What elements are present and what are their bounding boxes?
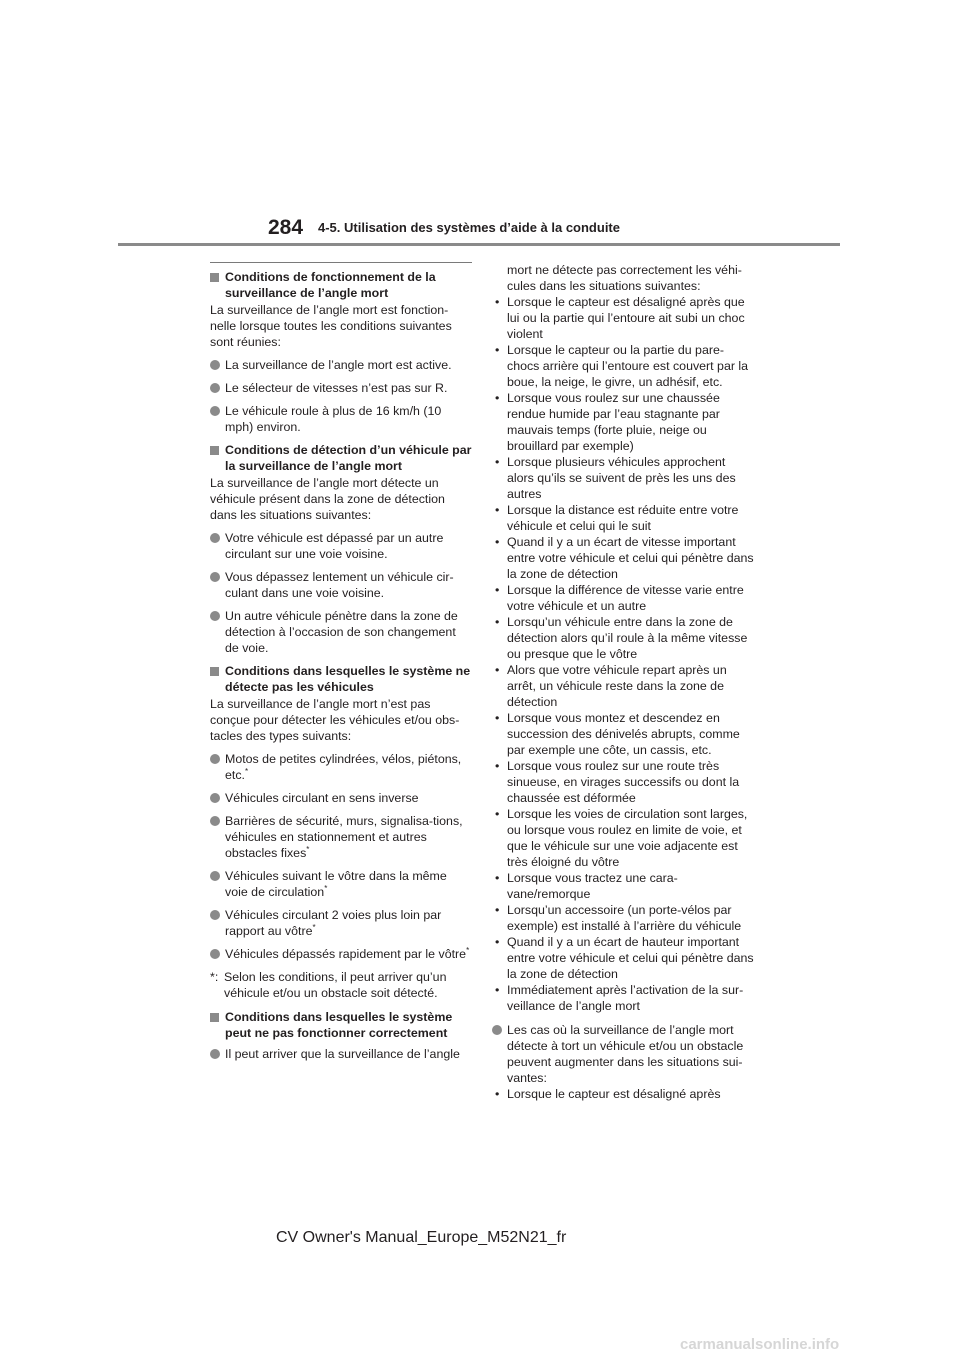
right-column [492, 262, 754, 1110]
heading-non-detection-conditions [210, 663, 472, 695]
bullet-text: Il peut arriver que la surveillance de l’angle [225, 1047, 460, 1061]
bullet-text: Véhicules dépassés rapidement par le vôtre [225, 947, 467, 961]
list-item [492, 1086, 754, 1102]
list-item-text: Lorsque vous tractez une cara-vane/remorque [507, 871, 678, 901]
paragraph: La surveillance de l’angle mort n’est pas conçue pour détecter les véhicules et/ou obs-tacles des types suivants: [210, 697, 460, 743]
round-bullet-icon [210, 406, 220, 416]
list-item [492, 662, 754, 710]
round-bullet-icon [210, 572, 220, 582]
footnote-mark: *: [210, 970, 219, 984]
dash-bullet-icon: • [495, 535, 500, 549]
square-bullet-icon [210, 1013, 219, 1022]
bullet-text: Votre véhicule est dépassé par un autre circulant sur une voie voisine. [225, 531, 444, 561]
bullet-text: Les cas où la surveillance de l’angle mort détecte à tort un véhicule et/ou un obstacle peuvent augmenter dans les situations sui-vantes: [507, 1023, 744, 1085]
bullet-text: Véhicules circulant en sens inverse [225, 791, 419, 805]
dash-bullet-icon: • [495, 391, 500, 405]
bullet-item [492, 1022, 754, 1086]
round-bullet-icon [210, 949, 220, 959]
round-bullet-icon [210, 1049, 220, 1059]
footnote-asterisk: * [466, 945, 470, 955]
list-item [492, 454, 754, 502]
list-item-text: Immédiatement après l’activation de la sur-veillance de l’angle mort [507, 983, 744, 1013]
list-item-text: Lorsque le capteur est désaligné après [507, 1087, 721, 1101]
list-item [492, 294, 754, 342]
dash-bullet-icon: • [495, 983, 500, 997]
paragraph: La surveillance de l’angle mort détecte un véhicule présent dans la zone de détection dans les situations suivantes: [210, 476, 445, 522]
bullet-item [210, 608, 472, 656]
dash-bullet-icon: • [495, 711, 500, 725]
round-bullet-icon [210, 754, 220, 764]
dash-bullet-icon: • [495, 1087, 500, 1101]
watermark: carmanualsonline.info [680, 1336, 840, 1353]
square-bullet-icon [210, 446, 219, 455]
page-number: 284 [268, 216, 304, 239]
footnote-text: Selon les conditions, il peut arriver qu’un véhicule et/ou un obstacle soit détecté. [224, 970, 447, 1000]
bullet-item [210, 868, 472, 900]
dash-bullet-icon: • [495, 871, 500, 885]
heading-detection-conditions [210, 442, 472, 474]
dash-bullet-icon: • [495, 295, 500, 309]
dash-bullet-icon: • [495, 903, 500, 917]
bullet-text: Véhicules circulant 2 voies plus loin par rapport au vôtre [225, 908, 442, 938]
round-bullet-icon [210, 816, 220, 826]
header-rule [118, 243, 840, 246]
bullet-item [210, 790, 472, 806]
dash-bullet-icon: • [495, 503, 500, 517]
paragraph: La surveillance de l’angle mort est fonction-nelle lorsque toutes les conditions suivantes sont réunies: [210, 303, 452, 349]
list-item-text: Lorsqu’un accessoire (un porte-vélos par exemple) est installé à l’arrière du véhicule [507, 903, 742, 933]
bullet-item [210, 907, 472, 939]
bullet-text: Vous dépassez lentement un véhicule cir-culant dans une voie voisine. [225, 570, 454, 600]
round-bullet-icon [210, 533, 220, 543]
list-item [492, 710, 754, 758]
list-item-text: Lorsque la distance est réduite entre votre véhicule et celui qui le suit [507, 503, 739, 533]
list-item [492, 342, 754, 390]
square-bullet-icon [210, 667, 219, 676]
round-bullet-icon [492, 1025, 502, 1035]
footer-manual-name: CV Owner's Manual_Europe_M52N21_fr [276, 1229, 567, 1246]
list-item-text: Lorsque vous roulez sur une route très sinueuse, en virages successifs ou dont la chaussée est déformée [507, 759, 740, 805]
footnote-asterisk: * [306, 844, 310, 854]
continuation-text: mort ne détecte pas correctement les véhi-cules dans les situations suivantes: [507, 263, 742, 293]
round-bullet-icon [210, 360, 220, 370]
heading-text: Conditions dans lesquelles le système ne détecte pas les véhicules [225, 664, 471, 694]
list-item [492, 390, 754, 454]
bullet-text: Véhicules suivant le vôtre dans la même voie de circulation [225, 869, 447, 899]
dash-bullet-icon: • [495, 455, 500, 469]
dash-bullet-icon: • [495, 583, 500, 597]
dash-bullet-icon: • [495, 343, 500, 357]
footnote-asterisk: * [312, 922, 316, 932]
bullet-item [210, 751, 472, 783]
list-item-text: Lorsque les voies de circulation sont larges, ou lorsque vous roulez en limite de voie, et que le véhicule sur une voie adjacente est très éloigné du vôtre [507, 807, 748, 869]
bullet-item [210, 1046, 472, 1062]
bullet-text: Barrières de sécurité, murs, signalisa-tions, véhicules en stationnement et autres obstacles fixes [225, 814, 463, 860]
bullet-text: Un autre véhicule pénètre dans la zone de détection à l’occasion de son changement de voie. [225, 609, 458, 655]
list-item [492, 902, 754, 934]
bullet-item [210, 380, 472, 396]
dash-list [492, 1086, 754, 1102]
list-item-text: Alors que votre véhicule repart après un arrêt, un véhicule reste dans la zone de détection [507, 663, 727, 709]
list-item-text: Lorsque le capteur ou la partie du pare-chocs arrière qui l’entoure est couvert par la boue, la neige, le givre, un adhésif, etc. [507, 343, 749, 389]
dash-bullet-icon: • [495, 807, 500, 821]
list-item-text: Lorsque vous roulez sur une chaussée rendue humide par l’eau stagnante par mauvais temps (forte pluie, neige ou brouillard par exemple) [507, 391, 720, 453]
round-bullet-icon [210, 383, 220, 393]
square-bullet-icon [210, 273, 219, 282]
column-top-rule [210, 262, 472, 263]
round-bullet-icon [210, 611, 220, 621]
dash-bullet-icon: • [495, 935, 500, 949]
dash-bullet-icon: • [495, 663, 500, 677]
footnote [210, 969, 472, 1001]
list-item [492, 502, 754, 534]
bullet-text: Le sélecteur de vitesses n’est pas sur R. [225, 381, 448, 395]
list-item [492, 982, 754, 1014]
list-item [492, 934, 754, 982]
list-item [492, 614, 754, 662]
bullet-item [210, 357, 472, 373]
bullet-item [210, 403, 472, 435]
bullet-item [210, 813, 472, 861]
round-bullet-icon [210, 910, 220, 920]
left-column [210, 262, 472, 1069]
round-bullet-icon [210, 793, 220, 803]
bullet-text: Motos de petites cylindrées, vélos, piétons, etc. [225, 752, 462, 782]
dash-bullet-icon: • [495, 759, 500, 773]
dash-list [492, 294, 754, 1014]
heading-text: Conditions de fonctionnement de la surveillance de l’angle mort [225, 270, 436, 300]
list-item [492, 534, 754, 582]
heading-text: Conditions de détection d’un véhicule par la surveillance de l’angle mort [225, 443, 472, 473]
bullet-item [210, 569, 472, 601]
list-item-text: Lorsque plusieurs véhicules approchent alors qu’ils se suivent de près les uns des autres [507, 455, 736, 501]
list-item [492, 870, 754, 902]
footnote-asterisk: * [244, 766, 249, 776]
list-item [492, 758, 754, 806]
list-item-text: Lorsque le capteur est désaligné après que lui ou la partie qui l’entoure ait subi un choc violent [507, 295, 745, 341]
section-title: 4-5. Utilisation des systèmes d’aide à la conduite [318, 220, 620, 235]
list-item-text: Lorsque la différence de vitesse varie entre votre véhicule et un autre [507, 583, 744, 613]
dash-bullet-icon: • [495, 615, 500, 629]
bullet-item [210, 946, 472, 962]
footnote-asterisk: * [324, 883, 328, 893]
list-item-text: Quand il y a un écart de vitesse important entre votre véhicule et celui qui pénètre dans la zone de détection [507, 535, 754, 581]
list-item [492, 582, 754, 614]
round-bullet-icon [210, 871, 220, 881]
bullet-item [210, 530, 472, 562]
list-item-text: Quand il y a un écart de hauteur important entre votre véhicule et celui qui pénètre dans la zone de détection [507, 935, 754, 981]
list-item-text: Lorsque vous montez et descendez en succession des dénivelés abrupts, comme par exemple une côte, un cassis, etc. [507, 711, 740, 757]
bullet-text: La surveillance de l’angle mort est active. [225, 358, 452, 372]
bullet-text: Le véhicule roule à plus de 16 km/h (10 mph) environ. [225, 404, 442, 434]
list-item [492, 806, 754, 870]
list-item-text: Lorsqu’un véhicule entre dans la zone de détection alors qu’il roule à la même vitesse ou presque que le vôtre [507, 615, 748, 661]
heading-text: Conditions dans lesquelles le système peut ne pas fonctionner correctement [225, 1010, 453, 1040]
heading-operating-conditions [210, 269, 472, 301]
heading-malfunction-conditions [210, 1009, 472, 1041]
